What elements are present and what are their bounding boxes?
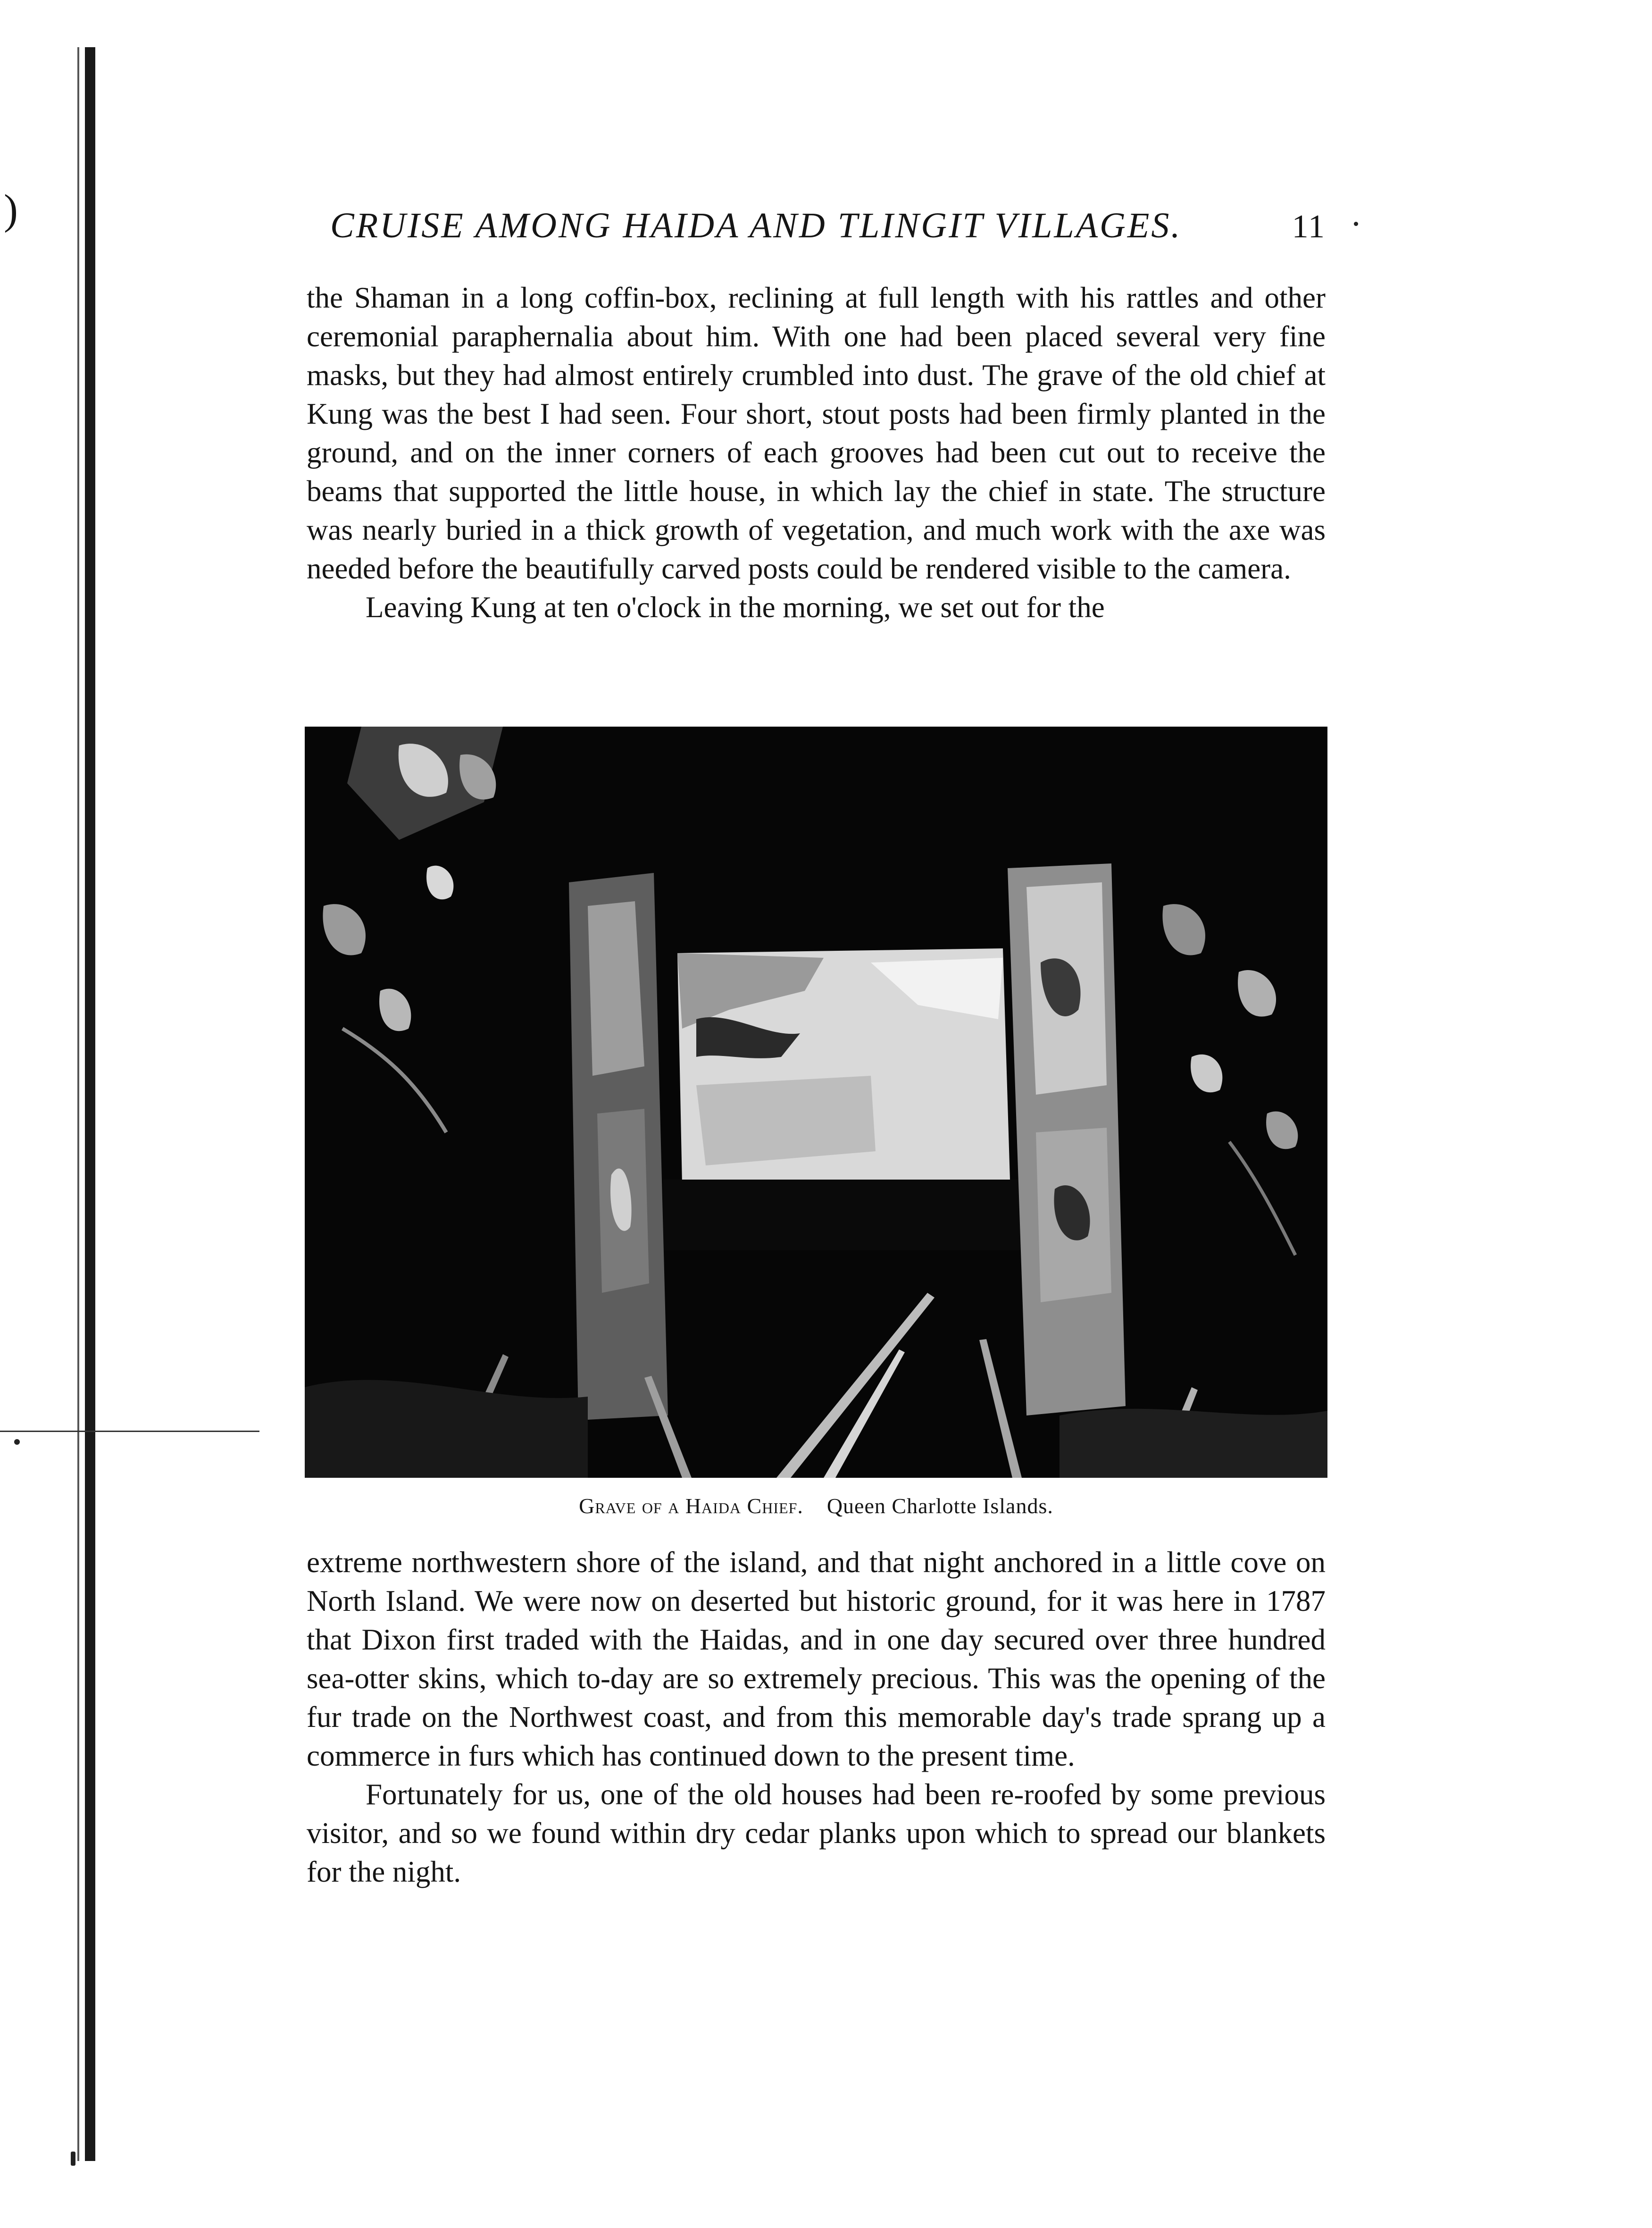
text-block-bottom [307,1543,1326,1891]
text-block-top [307,278,1326,627]
scan-speck [71,2152,75,2166]
photo-image [305,727,1327,1478]
scan-speck [1354,222,1358,226]
binding-edge-line [77,47,79,2161]
grave-photograph [305,727,1327,1478]
paragraph: the Shaman in a long coffin-box, reclining at full length with his rattles and other ceremonial paraphernalia about him. With one had been placed several very fine masks, but they had almost entirely crumbled into dust. The grave of the old chief at Kung was the best I had seen. Four short, stout posts had been firmly planted in the ground, and on the inner corners of each grooves had been cut out to receive the beams that supported the little house, in which lay the chief in state. The structure was nearly buried in a thick growth of vegetation, and much work with the axe was needed before the beautifully carved posts could be rendered visible to the camera. [307,281,1326,585]
paragraph: extreme northwestern shore of the island, and that night anchored in a little cove on North Island. We were now on deserted but historic ground, for it was here in 1787 that Dixon first traded with the Haidas, and in one day secured over three hundred sea-otter skins, which to-day are so extremely precious. This was the opening of the fur trade on the Northwest coast, and from this memorable day's trade sprang up a commerce in furs which has continued down to the present time. [307,1546,1326,1772]
page-number: 11 [1292,209,1326,245]
caption-place: Queen Charlotte Islands. [826,1494,1053,1518]
running-head [330,205,1326,257]
binding-edge-shadow [85,47,95,2161]
scan-speck [14,1439,20,1445]
caption-title: Grave of a Haida Chief. [579,1494,803,1518]
scan-cut-line [0,1431,259,1432]
paragraph: Fortunately for us, one of the old houses had been re-roofed by some previous visitor, and so we found within dry cedar planks upon which to spread our blankets for the night. [307,1778,1326,1888]
figure-caption [305,1493,1327,1518]
running-title: CRUISE AMONG HAIDA AND TLINGIT VILLAGES. [330,206,1182,245]
paragraph: Leaving Kung at ten o'clock in the morning, we set out for the [366,591,1105,624]
caption-spacer [809,1494,821,1518]
scan-edge-mark: ) [4,186,18,233]
